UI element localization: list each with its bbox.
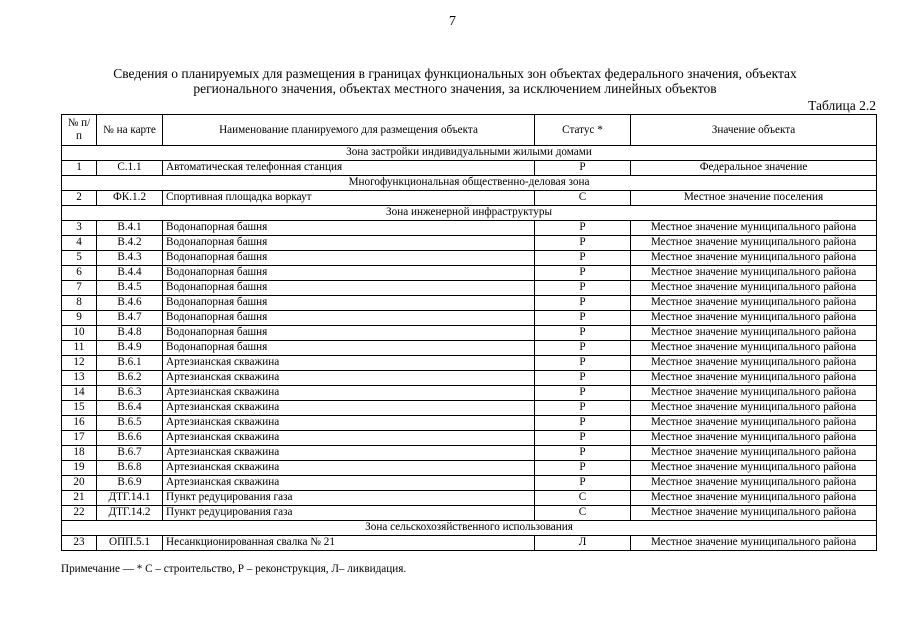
zone-title: Зона сельскохозяйственного использования: [62, 521, 877, 536]
object-name: Артезианская скважина: [163, 371, 535, 386]
object-status: Р: [535, 236, 631, 251]
row-number: 4: [62, 236, 97, 251]
row-number: 6: [62, 266, 97, 281]
map-code: В.6.7: [97, 446, 163, 461]
row-number: 8: [62, 296, 97, 311]
object-name: Артезианская скважина: [163, 356, 535, 371]
zone-title: Многофункциональная общественно-деловая зона: [62, 176, 877, 191]
table-row: [62, 326, 877, 341]
row-number: 20: [62, 476, 97, 491]
map-code: В.6.4: [97, 401, 163, 416]
map-code: В.4.4: [97, 266, 163, 281]
object-name: Артезианская скважина: [163, 446, 535, 461]
row-number: 17: [62, 431, 97, 446]
table-row: [62, 341, 877, 356]
map-code: В.6.9: [97, 476, 163, 491]
object-value: Местное значение муниципального района: [631, 266, 877, 281]
header-value: Значение объекта: [631, 115, 877, 146]
object-value: Местное значение муниципального района: [631, 251, 877, 266]
object-value: Местное значение муниципального района: [631, 401, 877, 416]
row-number: 2: [62, 191, 97, 206]
object-name: Водонапорная башня: [163, 236, 535, 251]
map-code: В.6.8: [97, 461, 163, 476]
object-name: Водонапорная башня: [163, 341, 535, 356]
row-number: 22: [62, 506, 97, 521]
map-code: В.6.1: [97, 356, 163, 371]
table-row: [62, 506, 877, 521]
table-row: [62, 281, 877, 296]
header-name: Наименование планируемого для размещения объекта: [163, 115, 535, 146]
object-status: С: [535, 191, 631, 206]
zone-header-row: [62, 146, 877, 161]
object-value: Местное значение муниципального района: [631, 356, 877, 371]
map-code: В.4.1: [97, 221, 163, 236]
objects-table: [61, 114, 877, 551]
object-status: Р: [535, 161, 631, 176]
object-value: Местное значение муниципального района: [631, 446, 877, 461]
row-number: 11: [62, 341, 97, 356]
object-value: Местное значение муниципального района: [631, 536, 877, 551]
table-row: [62, 371, 877, 386]
header-map: № на карте: [97, 115, 163, 146]
object-status: Р: [535, 371, 631, 386]
map-code: В.6.6: [97, 431, 163, 446]
object-value: Местное значение муниципального района: [631, 506, 877, 521]
object-status: Р: [535, 281, 631, 296]
map-code: В.4.9: [97, 341, 163, 356]
object-value: Местное значение муниципального района: [631, 296, 877, 311]
row-number: 14: [62, 386, 97, 401]
object-status: Р: [535, 326, 631, 341]
object-status: Р: [535, 416, 631, 431]
object-value: Местное значение муниципального района: [631, 386, 877, 401]
object-name: Автоматическая телефонная станция: [163, 161, 535, 176]
header-status: Статус *: [535, 115, 631, 146]
table-row: [62, 476, 877, 491]
object-value: Местное значение поселения: [631, 191, 877, 206]
table-row: [62, 431, 877, 446]
table-row: [62, 491, 877, 506]
page-number: 7: [449, 14, 456, 29]
map-code: В.4.7: [97, 311, 163, 326]
title-line-2: регионального значения, объектах местного значения, за исключением линейных объектов: [193, 81, 717, 96]
object-name: Водонапорная башня: [163, 221, 535, 236]
table-row: [62, 401, 877, 416]
row-number: 15: [62, 401, 97, 416]
object-name: Водонапорная башня: [163, 311, 535, 326]
object-name: Водонапорная башня: [163, 266, 535, 281]
object-name: Водонапорная башня: [163, 296, 535, 311]
object-value: Местное значение муниципального района: [631, 371, 877, 386]
header-num: № п/п: [62, 115, 97, 146]
object-status: Р: [535, 431, 631, 446]
zone-header-row: [62, 176, 877, 191]
object-status: Р: [535, 461, 631, 476]
object-name: Несанкционированная свалка № 21: [163, 536, 535, 551]
table-note: Примечание — * С – строительство, Р – реконструкция, Л– ликвидация.: [61, 563, 407, 575]
row-number: 21: [62, 491, 97, 506]
row-number: 1: [62, 161, 97, 176]
map-code: В.6.2: [97, 371, 163, 386]
object-status: Р: [535, 476, 631, 491]
object-value: Местное значение муниципального района: [631, 431, 877, 446]
table-row: [62, 446, 877, 461]
object-value: Местное значение муниципального района: [631, 461, 877, 476]
object-name: Водонапорная башня: [163, 251, 535, 266]
object-name: Пункт редуцирования газа: [163, 506, 535, 521]
table-row: [62, 161, 877, 176]
object-name: Артезианская скважина: [163, 431, 535, 446]
table-row: [62, 266, 877, 281]
map-code: ФК.1.2: [97, 191, 163, 206]
object-value: Местное значение муниципального района: [631, 341, 877, 356]
object-value: Местное значение муниципального района: [631, 476, 877, 491]
map-code: В.4.2: [97, 236, 163, 251]
map-code: В.6.5: [97, 416, 163, 431]
map-code: С.1.1: [97, 161, 163, 176]
table-row: [62, 311, 877, 326]
row-number: 5: [62, 251, 97, 266]
object-status: Р: [535, 356, 631, 371]
table-row: [62, 251, 877, 266]
object-status: Р: [535, 311, 631, 326]
table-row: [62, 536, 877, 551]
table-row: [62, 191, 877, 206]
object-value: Местное значение муниципального района: [631, 326, 877, 341]
table-row: [62, 236, 877, 251]
zone-header-row: [62, 521, 877, 536]
map-code: В.4.6: [97, 296, 163, 311]
table-row: [62, 461, 877, 476]
zone-title: Зона инженерной инфраструктуры: [62, 206, 877, 221]
map-code: ДТГ.14.2: [97, 506, 163, 521]
zone-header-row: [62, 206, 877, 221]
row-number: 12: [62, 356, 97, 371]
row-number: 23: [62, 536, 97, 551]
row-number: 18: [62, 446, 97, 461]
row-number: 10: [62, 326, 97, 341]
object-name: Артезианская скважина: [163, 461, 535, 476]
map-code: В.4.8: [97, 326, 163, 341]
row-number: 19: [62, 461, 97, 476]
object-status: Р: [535, 401, 631, 416]
table-body: [62, 146, 877, 551]
object-name: Водонапорная башня: [163, 326, 535, 341]
object-status: Р: [535, 251, 631, 266]
object-status: С: [535, 491, 631, 506]
object-value: Местное значение муниципального района: [631, 491, 877, 506]
row-number: 3: [62, 221, 97, 236]
map-code: В.4.3: [97, 251, 163, 266]
object-status: Р: [535, 221, 631, 236]
object-name: Спортивная площадка воркаут: [163, 191, 535, 206]
page-title: [60, 66, 850, 96]
object-status: С: [535, 506, 631, 521]
map-code: ОПП.5.1: [97, 536, 163, 551]
title-line-1: Сведения о планируемых для размещения в границах функциональных зон объектах федерального значения, объектах: [113, 66, 797, 81]
zone-title: Зона застройки индивидуальными жилыми домами: [62, 146, 877, 161]
object-status: Р: [535, 446, 631, 461]
object-status: Р: [535, 266, 631, 281]
object-status: Р: [535, 341, 631, 356]
row-number: 16: [62, 416, 97, 431]
map-code: В.4.5: [97, 281, 163, 296]
table-caption: Таблица 2.2: [808, 98, 876, 113]
object-name: Артезианская скважина: [163, 401, 535, 416]
object-value: Местное значение муниципального района: [631, 221, 877, 236]
object-name: Пункт редуцирования газа: [163, 491, 535, 506]
object-name: Артезианская скважина: [163, 386, 535, 401]
map-code: В.6.3: [97, 386, 163, 401]
object-name: Водонапорная башня: [163, 281, 535, 296]
object-status: Л: [535, 536, 631, 551]
map-code: ДТГ.14.1: [97, 491, 163, 506]
object-value: Федеральное значение: [631, 161, 877, 176]
table-row: [62, 296, 877, 311]
table-row: [62, 386, 877, 401]
object-value: Местное значение муниципального района: [631, 281, 877, 296]
row-number: 13: [62, 371, 97, 386]
object-value: Местное значение муниципального района: [631, 416, 877, 431]
table-header-row: [62, 115, 877, 146]
object-name: Артезианская скважина: [163, 476, 535, 491]
object-value: Местное значение муниципального района: [631, 311, 877, 326]
row-number: 9: [62, 311, 97, 326]
row-number: 7: [62, 281, 97, 296]
object-status: Р: [535, 386, 631, 401]
table-row: [62, 356, 877, 371]
object-status: Р: [535, 296, 631, 311]
object-name: Артезианская скважина: [163, 416, 535, 431]
table-row: [62, 416, 877, 431]
object-value: Местное значение муниципального района: [631, 236, 877, 251]
table-row: [62, 221, 877, 236]
